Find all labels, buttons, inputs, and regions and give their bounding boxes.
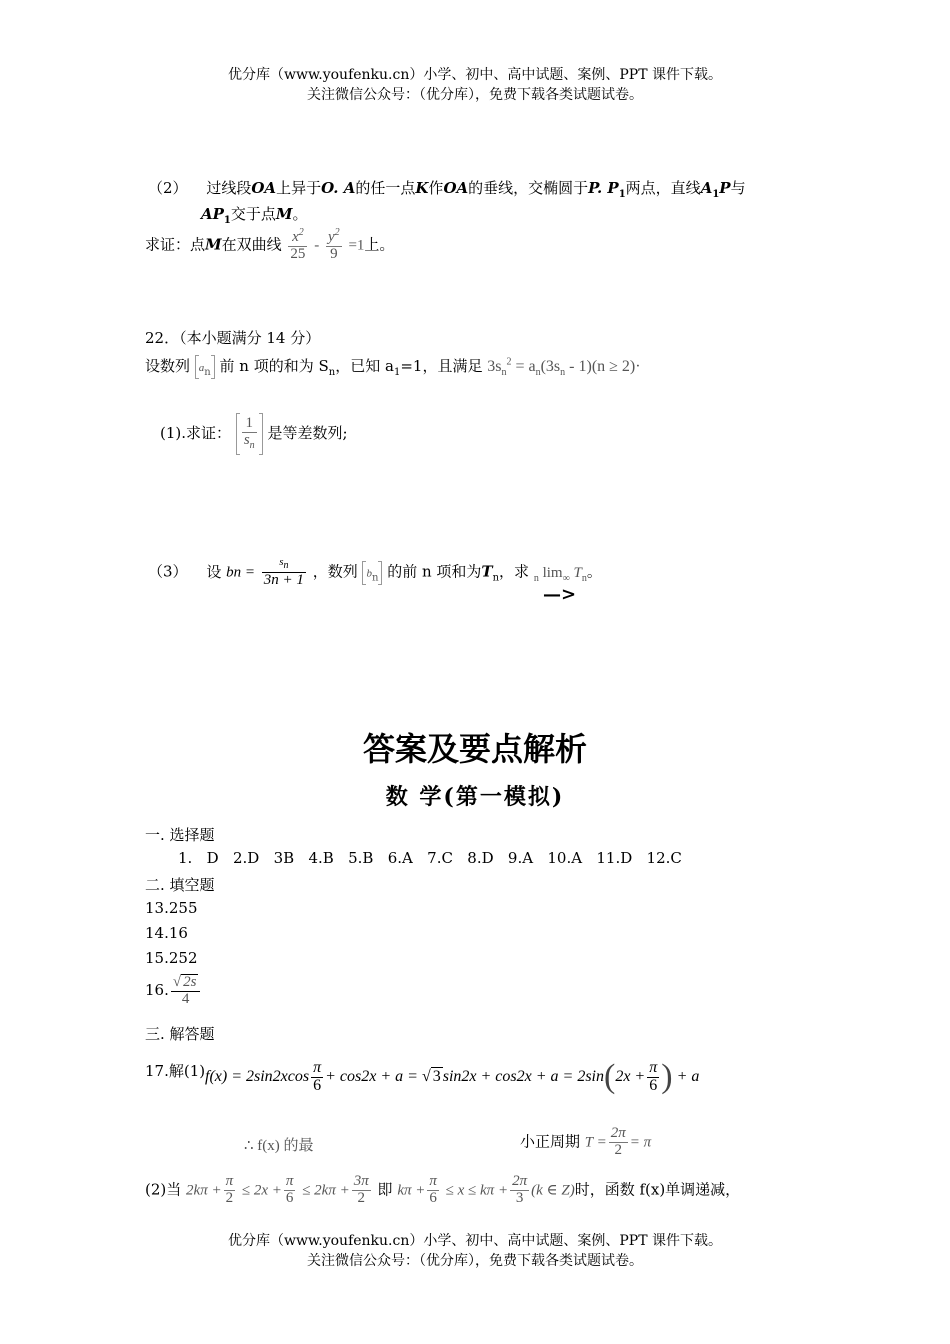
fraction-2pi-over-3: $\frac{2\pi}{3}$ bbox=[512, 1173, 528, 1206]
answers-subtitle: 数 学(第一模拟) bbox=[385, 784, 565, 810]
solution-17-period: 小正周期 T = $\frac{2\pi}{2}$ = π bbox=[520, 1125, 652, 1158]
fraction-x2-25: $\frac{x^2}{25}$ bbox=[290, 227, 306, 262]
answer-15: 15.252 bbox=[145, 949, 198, 967]
q22-title: 22．（本小题满分 14 分） bbox=[145, 329, 321, 347]
section-solutions: 三. 解答题 bbox=[145, 1025, 215, 1043]
q21-part-number: （2） bbox=[148, 179, 188, 197]
q21-part2-line2: $AP_1$交于点M。 bbox=[201, 205, 308, 226]
answer-13: 13.255 bbox=[145, 899, 198, 917]
solution-17-therefore: ∴ f(x) 的最 bbox=[244, 1138, 314, 1154]
fraction-1-over-sn: $\frac{1}{s_n}$ bbox=[243, 415, 255, 452]
q21-prove-line: 求证：点M在双曲线 $\frac{x^2}{25}$ - $\frac{y^2}{9}$ =1上。 bbox=[145, 227, 395, 262]
solution-17-label: 17.解(1) bbox=[145, 1062, 206, 1080]
fraction-sn-over-3n1: $\frac{s_n}{3n + 1}$ bbox=[263, 556, 304, 588]
solution-17-part2: (2)当 2kπ + $\frac{\pi}{2}$ ≤ 2x + $\frac{\pi}{6}$ ≤ 2kπ + $\frac{3\pi}{2}$ 即 kπ + $\frac{\pi}{6}$ ≤ x ≤ kπ + $\frac{2\pi}{3}$ (k ∈ Z)时，函数 f(x)单调递减， bbox=[145, 1173, 741, 1206]
limit-arrow: —> bbox=[543, 584, 577, 605]
footer-line-2: 关注微信公众号：（优分库），免费下载各类试题试卷。 bbox=[307, 1253, 643, 1269]
limit-expression: $_n$ $\lim_\infty T_n$ bbox=[533, 564, 587, 584]
header-line-1: 优分库（www.youfenku.cn）小学、初中、高中试题、案例、PPT 课件下载。 bbox=[227, 67, 722, 83]
q21-part2-line1 bbox=[148, 177, 746, 200]
fraction-pi-over-6: $\frac{\pi}{6}$ bbox=[313, 1059, 322, 1094]
section-choice: 一. 选择题 bbox=[145, 826, 215, 844]
section-fill: 二. 填空题 bbox=[145, 876, 215, 894]
answers-title: 答案及要点解析 bbox=[362, 730, 587, 768]
fraction-y2-9: $\frac{y^2}{9}$ bbox=[327, 227, 340, 262]
q22-recurrence-formula: $3s_n^2 = a_n(3s_n - 1)(n \ge 2)\cdot$ bbox=[487, 356, 641, 379]
solution-17-formula: f(x) = 2sin2xcos $\frac{\pi}{6}$ + cos2x + a = √ 3 sin2x + cos2x + a = 2sin(2x + $\frac{\pi}{6}$ ) + a bbox=[205, 1058, 700, 1096]
choice-answers: 1. D 2.D 3B 4.B 5.B 6.A 7.C 8.D 9.A 10.A 11.D 12.C bbox=[178, 849, 682, 867]
footer-line-1: 优分库（www.youfenku.cn）小学、初中、高中试题、案例、PPT 课件下载。 bbox=[227, 1233, 722, 1249]
fraction-pi-over-6: $\frac{\pi}{6}$ bbox=[429, 1173, 437, 1206]
fraction-pi-over-6: $\frac{\pi}{6}$ bbox=[285, 1173, 294, 1206]
q22-part1: (1).求证： $\frac{1}{s_n}$ 是等差数列; bbox=[160, 413, 348, 455]
fraction-3pi-over-2: $\frac{3\pi}{2}$ bbox=[353, 1173, 369, 1206]
q22-intro: 设数列 $a_n$ 前 n 项的和为 $S_n$，已知 $a_1=1$，且满足 $3s_n^2 = a_n(3s_n - 1)(n \ge 2)\cdot$ bbox=[145, 356, 641, 379]
fraction-pi-over-6: $\frac{\pi}{6}$ bbox=[649, 1059, 658, 1094]
fraction-pi-over-2: $\frac{\pi}{2}$ bbox=[225, 1173, 234, 1206]
answer-16: 16. $\frac{√ 2s}{4}$ bbox=[145, 974, 202, 1008]
header-line-2: 关注微信公众号：（优分库），免费下载各类试题试卷。 bbox=[307, 87, 643, 103]
fraction-sqrt2s-over-4: $\frac{√ 2s}{4}$ bbox=[171, 974, 201, 1008]
q22-part3: （3） 设 bn = $\frac{s_n}{3n + 1}$ ，数列 $b_n$ 的前 n 项和为$T_n$，求 $_n$ $\lim_\infty T_n$。 bbox=[148, 556, 602, 588]
answer-14: 14.16 bbox=[145, 924, 188, 942]
fraction-2pi-over-2: $\frac{2\pi}{2}$ bbox=[610, 1125, 626, 1158]
q21-text: 过线段OA上异于O. A的任一点K作OA的垂线，交椭圆于P. $P_1$两点，直线$A_1P$与 bbox=[206, 179, 746, 200]
